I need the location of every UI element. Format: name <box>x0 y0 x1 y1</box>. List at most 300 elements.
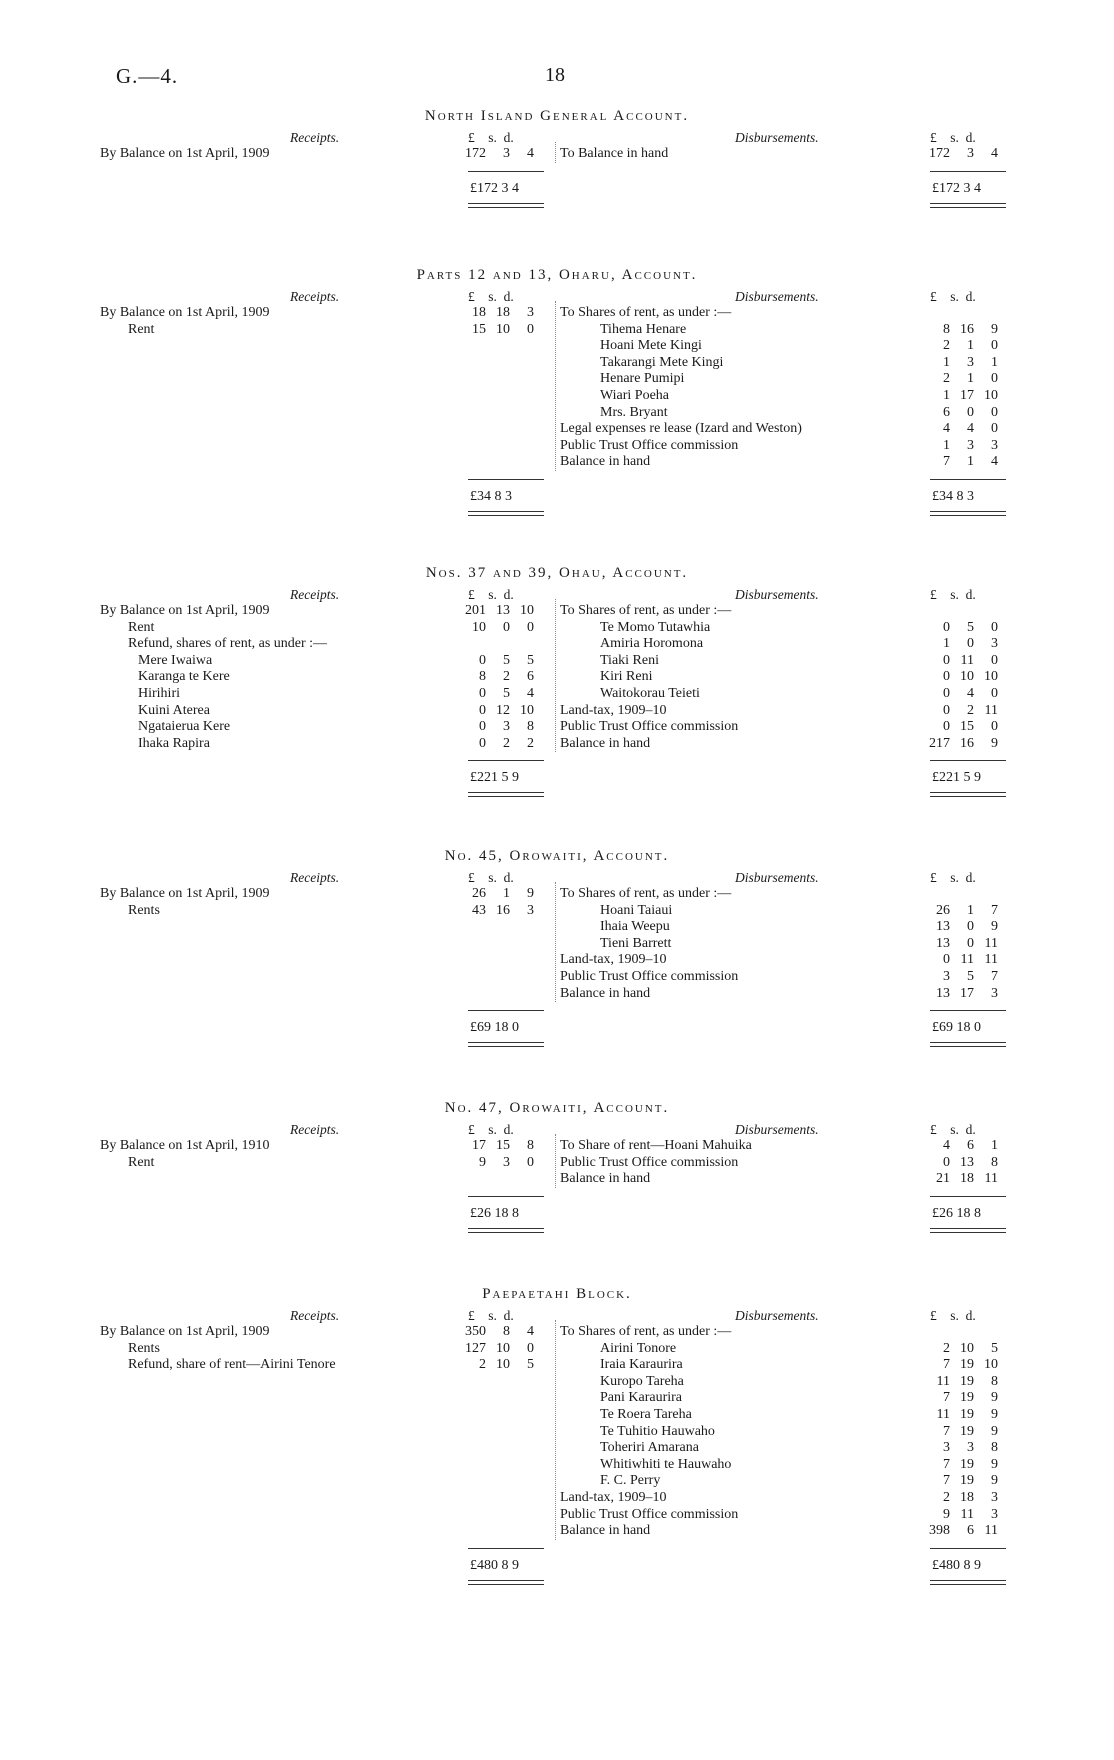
shillings: 10 <box>960 669 974 685</box>
column-divider <box>555 1134 556 1188</box>
pence: 9 <box>991 735 998 751</box>
disbursement-line: Land-tax, 1909–10 <box>560 1490 667 1505</box>
disbursement-line: Te Tuhitio Hauwaho <box>600 1423 715 1439</box>
receipt-line: Karanga te Kere <box>138 669 230 685</box>
receipt-amount <box>452 620 534 636</box>
disbursement-line: F. C. Perry <box>600 1473 661 1489</box>
disbursement-line: Henare Pumipi <box>600 371 685 387</box>
shillings: 5 <box>967 969 974 984</box>
disbursement-line: Airini Tonore <box>600 1340 677 1356</box>
disbursements-total-double-rule <box>930 1228 1006 1233</box>
disbursement-amount <box>916 636 998 652</box>
disbursement-line: Balance in hand <box>560 735 651 751</box>
receipt-line: By Balance on 1st April, 1909 <box>100 1324 270 1339</box>
shillings: 0 <box>503 619 510 635</box>
disbursement-amount <box>916 1138 998 1154</box>
shillings: 1 <box>967 371 974 387</box>
pence: 1 <box>991 1138 998 1153</box>
disbursement-line: To Shares of rent, as under :— <box>560 305 732 320</box>
pounds: 7 <box>943 1456 950 1472</box>
pence: 11 <box>984 702 998 718</box>
shillings: 1 <box>967 338 974 354</box>
pence: 5 <box>527 1357 534 1373</box>
pence: 9 <box>991 1390 998 1406</box>
disbursements-total: £221 5 9 <box>932 770 981 786</box>
disbursement-amount <box>916 1473 998 1489</box>
receipt-amount <box>452 719 534 735</box>
receipt-line: By Balance on 1st April, 1909 <box>100 886 270 901</box>
disbursements-total-double-rule <box>930 1580 1006 1585</box>
shillings: 16 <box>960 321 974 337</box>
disbursements-heading: Disbursements. <box>735 1308 819 1323</box>
pence: 0 <box>527 1340 534 1356</box>
disbursements-lsd-heading: £ s. d. <box>930 1308 976 1323</box>
pence: 4 <box>527 686 534 701</box>
pence: 0 <box>991 719 998 735</box>
shillings: 4 <box>967 686 974 701</box>
receipts-heading: Receipts. <box>290 587 340 602</box>
receipt-line: Rents <box>128 1340 160 1356</box>
disbursement-amount <box>916 421 998 437</box>
pence: 3 <box>991 1490 998 1505</box>
pounds: 398 <box>929 1523 950 1539</box>
disbursements-heading: Disbursements. <box>735 870 819 885</box>
disbursement-amount <box>916 919 998 935</box>
pounds: 0 <box>479 719 486 735</box>
pounds: 26 <box>936 902 950 918</box>
pence: 9 <box>527 886 534 901</box>
disbursements-total: £34 8 3 <box>932 489 974 504</box>
account-title: Parts 12 and 13, Oharu, Account. <box>416 267 698 283</box>
disbursement-line: Wiari Poeha <box>600 388 670 403</box>
receipts-lsd-heading: £ s. d. <box>468 289 514 304</box>
receipt-amount <box>452 886 534 902</box>
account-title: Nos. 37 and 39, Ohau, Account. <box>425 565 689 581</box>
disbursement-line: Land-tax, 1909–10 <box>560 702 667 718</box>
pence: 8 <box>991 1373 998 1389</box>
shillings: 19 <box>960 1407 974 1422</box>
disbursement-amount <box>916 355 998 371</box>
disbursement-amount <box>916 146 998 162</box>
receipt-line: Ngataierua Kere <box>138 719 231 735</box>
receipt-line: Hirihiri <box>138 686 180 701</box>
disbursement-line: Te Roera Tareha <box>600 1407 692 1422</box>
receipts-sum-rule <box>468 479 544 480</box>
pence: 0 <box>991 421 998 437</box>
pounds: 3 <box>943 1440 950 1456</box>
receipt-amount <box>452 1155 534 1171</box>
disbursement-line: Legal expenses re lease (Izard and Weston) <box>560 421 802 437</box>
disbursement-amount <box>916 1523 998 1539</box>
disbursements-total-double-rule <box>930 203 1006 208</box>
pounds: 1 <box>943 636 950 652</box>
column-divider <box>555 142 556 163</box>
disbursement-amount <box>916 454 998 470</box>
pounds: 201 <box>465 603 486 618</box>
disbursement-line: Public Trust Office commission <box>560 437 739 453</box>
disbursement-amount <box>916 653 998 669</box>
pounds: 350 <box>465 1324 486 1339</box>
pence: 4 <box>527 1324 534 1339</box>
disbursement-line: Toheriri Amarana <box>600 1440 699 1456</box>
disbursement-amount <box>916 1424 998 1440</box>
pence: 11 <box>984 935 998 951</box>
shillings: 10 <box>496 321 510 337</box>
receipts-sum-rule <box>468 1548 544 1549</box>
receipt-amount <box>452 703 534 719</box>
disbursements-sum-rule <box>930 479 1006 480</box>
pounds: 7 <box>943 454 950 470</box>
pounds: 8 <box>479 669 486 685</box>
pence: 8 <box>527 719 534 735</box>
disbursement-line: Hoani Taiaui <box>600 902 673 918</box>
disbursement-amount <box>916 1171 998 1187</box>
pence: 6 <box>527 669 534 685</box>
shillings: 0 <box>967 636 974 652</box>
column-divider <box>555 882 556 1002</box>
page-number: 18 <box>545 64 565 86</box>
pounds: 2 <box>943 1490 950 1505</box>
disbursement-amount <box>916 388 998 404</box>
pounds: 7 <box>943 1357 950 1373</box>
shillings: 17 <box>960 985 974 1001</box>
receipt-amount <box>452 322 534 338</box>
shillings: 3 <box>967 1440 974 1456</box>
account-title: North Island General Account. <box>424 108 690 124</box>
disbursement-amount <box>916 903 998 919</box>
receipt-amount <box>452 686 534 702</box>
pence: 8 <box>991 1154 998 1170</box>
pence: 8 <box>991 1440 998 1456</box>
pence: 0 <box>527 321 534 337</box>
receipts-heading: Receipts. <box>290 1122 340 1137</box>
shillings: 19 <box>960 1373 974 1389</box>
disbursement-line: Tieni Barrett <box>600 935 672 951</box>
disbursement-amount <box>916 338 998 354</box>
disbursement-amount <box>916 686 998 702</box>
disbursement-amount <box>916 620 998 636</box>
shillings: 3 <box>967 354 974 370</box>
disbursement-amount <box>916 405 998 421</box>
receipt-amount <box>452 653 534 669</box>
shillings: 12 <box>496 702 510 718</box>
receipts-lsd-heading: £ s. d. <box>468 870 514 885</box>
receipts-total: £26 18 8 <box>470 1205 519 1221</box>
disbursement-line: Te Momo Tutawhia <box>600 619 711 635</box>
disbursements-heading: Disbursements. <box>735 289 819 304</box>
disbursement-line: Tiaki Reni <box>600 652 659 668</box>
disbursement-amount <box>916 736 998 752</box>
disbursement-line: Mrs. Bryant <box>600 404 668 420</box>
shillings: 3 <box>503 1154 510 1170</box>
pounds: 0 <box>479 686 486 701</box>
pence: 2 <box>527 735 534 751</box>
shillings: 2 <box>503 669 510 685</box>
pounds: 6 <box>943 404 950 420</box>
shillings: 10 <box>496 1340 510 1356</box>
disbursement-amount <box>916 1341 998 1357</box>
receipt-amount <box>452 146 534 162</box>
disbursement-line: Pani Karaurira <box>600 1390 683 1406</box>
receipt-line: Mere Iwaiwa <box>138 652 213 668</box>
shillings: 6 <box>967 1523 974 1539</box>
account-title: No. 45, Orowaiti, Account. <box>444 848 670 864</box>
disbursement-line: Kuropo Tareha <box>600 1373 684 1389</box>
disbursement-amount <box>916 969 998 985</box>
pounds: 7 <box>943 1390 950 1406</box>
receipt-amount <box>452 1357 534 1373</box>
shillings: 1 <box>967 454 974 470</box>
page-header <box>0 64 1114 94</box>
receipts-total-double-rule <box>468 792 544 797</box>
disbursements-total-double-rule <box>930 1042 1006 1047</box>
pence: 3 <box>991 636 998 652</box>
receipts-heading: Receipts. <box>290 1308 340 1323</box>
receipt-line: Ihaka Rapira <box>138 735 210 751</box>
pounds: 7 <box>943 1423 950 1439</box>
receipts-sum-rule <box>468 1010 544 1011</box>
pounds: 0 <box>479 735 486 751</box>
disbursement-line: To Balance in hand <box>560 146 669 161</box>
column-divider <box>555 1320 556 1540</box>
account-title: No. 47, Orowaiti, Account. <box>444 1100 670 1116</box>
receipts-total: £221 5 9 <box>470 770 519 786</box>
pounds: 3 <box>943 969 950 984</box>
pence: 5 <box>527 652 534 668</box>
pence: 0 <box>527 619 534 635</box>
pounds: 0 <box>943 652 950 668</box>
receipt-amount <box>452 669 534 685</box>
disbursement-amount <box>916 952 998 968</box>
pence: 3 <box>991 985 998 1001</box>
receipt-line: Rent <box>128 619 155 635</box>
shillings: 0 <box>967 935 974 951</box>
pounds: 0 <box>943 619 950 635</box>
shillings: 19 <box>960 1423 974 1439</box>
receipt-line: Kuini Aterea <box>138 702 210 718</box>
shillings: 6 <box>967 1138 974 1153</box>
receipt-line: Rents <box>128 902 160 918</box>
pounds: 1 <box>943 388 950 403</box>
disbursement-amount <box>916 1490 998 1506</box>
pence: 10 <box>520 603 534 618</box>
shillings: 15 <box>496 1138 510 1153</box>
pence: 9 <box>991 1473 998 1489</box>
pounds: 26 <box>472 886 486 901</box>
shillings: 1 <box>967 902 974 918</box>
receipt-line: By Balance on 1st April, 1909 <box>100 305 270 320</box>
shillings: 11 <box>960 952 974 968</box>
pence: 5 <box>991 1340 998 1356</box>
pounds: 0 <box>943 952 950 968</box>
shillings: 17 <box>960 388 974 403</box>
shillings: 8 <box>503 1324 510 1339</box>
pence: 9 <box>991 321 998 337</box>
pence: 0 <box>991 338 998 354</box>
pounds: 2 <box>943 1340 950 1356</box>
disbursement-line: Land-tax, 1909–10 <box>560 952 667 968</box>
pence: 7 <box>991 902 998 918</box>
disbursements-sum-rule <box>930 1548 1006 1549</box>
shillings: 11 <box>960 1506 974 1522</box>
shillings: 0 <box>967 919 974 935</box>
pence: 10 <box>984 1357 998 1373</box>
receipts-sum-rule <box>468 171 544 172</box>
shillings: 15 <box>960 719 974 735</box>
disbursement-line: Takarangi Mete Kingi <box>600 354 724 370</box>
pence: 10 <box>520 702 534 718</box>
receipt-line: By Balance on 1st April, 1909 <box>100 146 270 161</box>
receipt-line: Refund, shares of rent, as under :— <box>128 636 328 652</box>
shillings: 10 <box>496 1357 510 1373</box>
pounds: 2 <box>943 338 950 354</box>
pence: 10 <box>984 669 998 685</box>
receipts-lsd-heading: £ s. d. <box>468 1122 514 1137</box>
disbursements-lsd-heading: £ s. d. <box>930 1122 976 1137</box>
receipts-heading: Receipts. <box>290 130 340 145</box>
disbursements-lsd-heading: £ s. d. <box>930 130 976 145</box>
pence: 8 <box>527 1138 534 1153</box>
shillings: 18 <box>960 1171 974 1187</box>
shillings: 3 <box>967 437 974 453</box>
disbursement-amount <box>916 1374 998 1390</box>
receipts-lsd-heading: £ s. d. <box>468 130 514 145</box>
account-title: Paepaetahi Block. <box>482 1286 632 1302</box>
pence: 11 <box>984 1523 998 1539</box>
shillings: 5 <box>967 619 974 635</box>
shillings: 5 <box>503 686 510 701</box>
shillings: 13 <box>960 1154 974 1170</box>
receipts-total-double-rule <box>468 203 544 208</box>
pence: 0 <box>991 371 998 387</box>
pence: 9 <box>991 1407 998 1422</box>
pounds: 43 <box>472 902 486 918</box>
pounds: 11 <box>936 1407 950 1422</box>
receipt-amount <box>452 1341 534 1357</box>
receipt-amount <box>452 903 534 919</box>
shillings: 18 <box>496 305 510 320</box>
disbursement-amount <box>916 1507 998 1523</box>
pence: 0 <box>527 1154 534 1170</box>
pounds: 127 <box>465 1340 486 1356</box>
receipts-total-double-rule <box>468 1580 544 1585</box>
pounds: 1 <box>943 437 950 453</box>
disbursement-amount <box>916 1357 998 1373</box>
disbursements-lsd-heading: £ s. d. <box>930 870 976 885</box>
pounds: 2 <box>479 1357 486 1373</box>
disbursements-sum-rule <box>930 1196 1006 1197</box>
receipt-line: By Balance on 1st April, 1910 <box>100 1138 270 1153</box>
pounds: 1 <box>943 354 950 370</box>
pence: 7 <box>991 969 998 984</box>
disbursement-amount <box>916 438 998 454</box>
receipt-amount <box>452 603 534 619</box>
disbursement-line: To Shares of rent, as under :— <box>560 886 732 901</box>
pounds: 15 <box>472 321 486 337</box>
pounds: 0 <box>479 652 486 668</box>
pounds: 0 <box>943 719 950 735</box>
document-reference: G.—4. <box>116 64 179 88</box>
pence: 3 <box>527 305 534 320</box>
receipt-amount <box>452 305 534 321</box>
disbursements-sum-rule <box>930 760 1006 761</box>
disbursement-amount <box>916 1440 998 1456</box>
disbursement-line: Waitokorau Teieti <box>600 686 700 701</box>
receipts-total: £34 8 3 <box>470 489 512 504</box>
disbursement-amount <box>916 322 998 338</box>
receipts-total: £69 18 0 <box>470 1020 519 1036</box>
shillings: 2 <box>503 735 510 751</box>
pence: 0 <box>991 686 998 701</box>
disbursement-line: Iraia Karaurira <box>600 1357 683 1373</box>
shillings: 3 <box>967 146 974 161</box>
disbursements-lsd-heading: £ s. d. <box>930 289 976 304</box>
pounds: 0 <box>943 686 950 701</box>
disbursement-line: Balance in hand <box>560 1171 651 1187</box>
disbursement-line: Public Trust Office commission <box>560 1506 739 1522</box>
shillings: 2 <box>967 702 974 718</box>
receipts-total: £172 3 4 <box>470 180 519 196</box>
shillings: 16 <box>960 735 974 751</box>
disbursement-amount <box>916 986 998 1002</box>
disbursement-amount <box>916 936 998 952</box>
receipts-total-double-rule <box>468 1228 544 1233</box>
pounds: 0 <box>479 702 486 718</box>
pence: 3 <box>527 902 534 918</box>
receipt-amount <box>452 1324 534 1340</box>
disbursements-total: £172 3 4 <box>932 180 981 196</box>
pounds: 0 <box>943 669 950 685</box>
shillings: 10 <box>960 1340 974 1356</box>
disbursement-line: Public Trust Office commission <box>560 969 739 984</box>
disbursements-total-double-rule <box>930 511 1006 516</box>
pounds: 13 <box>936 985 950 1001</box>
disbursements-sum-rule <box>930 171 1006 172</box>
receipts-lsd-heading: £ s. d. <box>468 587 514 602</box>
pence: 0 <box>991 619 998 635</box>
disbursement-amount <box>916 703 998 719</box>
disbursements-heading: Disbursements. <box>735 1122 819 1137</box>
disbursements-total-double-rule <box>930 792 1006 797</box>
receipts-sum-rule <box>468 1196 544 1197</box>
pounds: 10 <box>472 619 486 635</box>
shillings: 11 <box>960 652 974 668</box>
disbursement-amount <box>916 719 998 735</box>
disbursements-sum-rule <box>930 1010 1006 1011</box>
shillings: 19 <box>960 1390 974 1406</box>
pounds: 0 <box>943 1154 950 1170</box>
disbursements-total: £26 18 8 <box>932 1205 981 1221</box>
shillings: 3 <box>503 146 510 161</box>
pence: 4 <box>991 454 998 470</box>
disbursement-line: Public Trust Office commission <box>560 1154 739 1170</box>
receipts-total-double-rule <box>468 1042 544 1047</box>
receipt-line: By Balance on 1st April, 1909 <box>100 603 270 618</box>
disbursement-line: To Shares of rent, as under :— <box>560 1324 732 1339</box>
pence: 4 <box>527 146 534 161</box>
shillings: 19 <box>960 1357 974 1373</box>
receipts-heading: Receipts. <box>290 870 340 885</box>
shillings: 0 <box>967 404 974 420</box>
shillings: 3 <box>503 719 510 735</box>
receipts-sum-rule <box>468 760 544 761</box>
pounds: 13 <box>936 935 950 951</box>
pounds: 9 <box>943 1506 950 1522</box>
receipt-line: Refund, share of rent—Airini Tenore <box>128 1357 336 1373</box>
pence: 4 <box>991 146 998 161</box>
pence: 0 <box>991 652 998 668</box>
pounds: 0 <box>943 702 950 718</box>
